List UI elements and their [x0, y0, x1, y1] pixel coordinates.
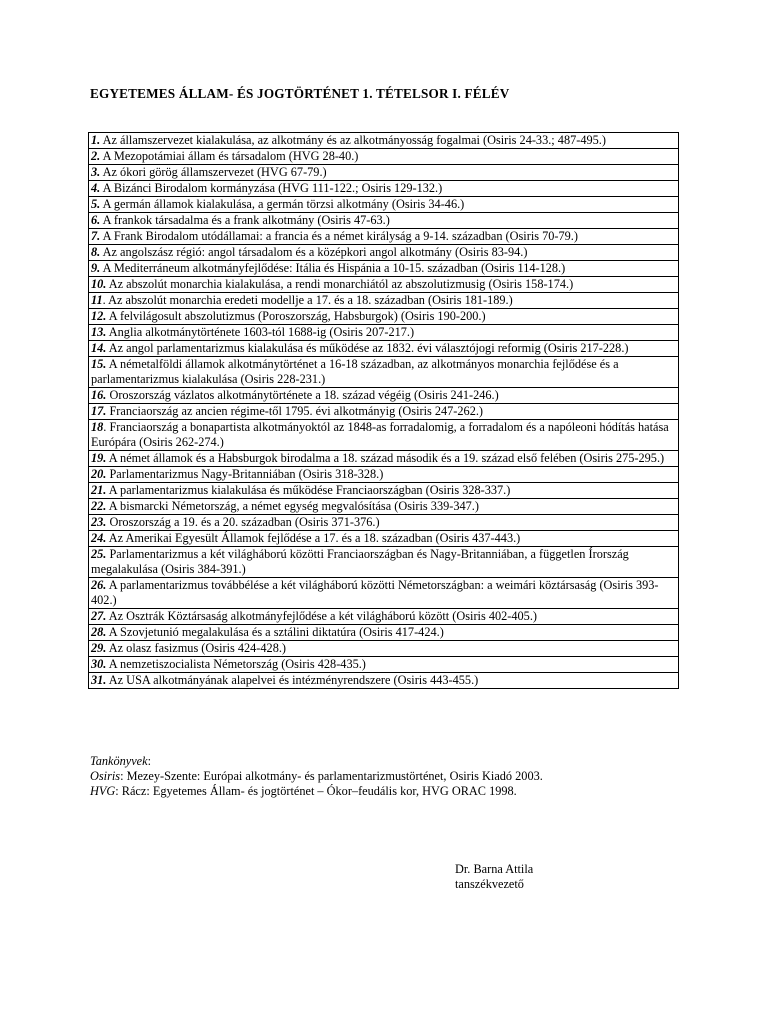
topic-text: Az olasz fasizmus (Osiris 424-428.) [106, 641, 287, 655]
topic-text: Az angol parlamentarizmus kialakulása és működése az 1832. évi választójogi reformig (Osiris 217-228.) [106, 341, 629, 355]
signature-name: Dr. Barna Attila [455, 862, 534, 876]
topic-text: Az angolszász régió: angol társadalom és a középkori angol alkotmány (Osiris 83-94.) [100, 245, 528, 259]
topic-text: Az Osztrák Köztársaság alkotmányfejlődése a két világháború között (Osiris 402-405.) [106, 609, 537, 623]
topic-cell [89, 229, 679, 245]
topic-cell [89, 261, 679, 277]
topic-text: A frankok társadalma és a frank alkotmány (Osiris 47-63.) [100, 213, 390, 227]
topic-cell [89, 133, 679, 149]
topic-text: Oroszország vázlatos alkotmánytörténete a 18. század végéig (Osiris 241-246.) [106, 388, 499, 402]
topic-cell [89, 404, 679, 420]
topic-text: Parlamentarizmus Nagy-Britanniában (Osiris 318-328.) [106, 467, 384, 481]
textbook-description: : Rácz: Egyetemes Állam- és jogtörténet – Ókor–feudális kor, HVG ORAC 1998. [115, 784, 517, 798]
topic-number: 16. [91, 388, 107, 402]
signature-block [455, 862, 533, 892]
topic-number: 23. [91, 515, 107, 529]
textbooks-heading-colon: : [147, 754, 152, 768]
topic-number: 28. [91, 625, 107, 639]
topic-text: Parlamentarizmus a két világháború közötti Franciaországban és Nagy-Britanniában, a független Írország megalakulása (Osiris 384-391.) [91, 547, 629, 576]
topic-row [89, 149, 679, 165]
topic-row [89, 213, 679, 229]
topic-row [89, 165, 679, 181]
textbook-abbreviation: Osiris [90, 769, 121, 783]
topics-table-body [89, 133, 679, 689]
topics-table [88, 132, 679, 689]
topic-cell [89, 625, 679, 641]
topic-row [89, 277, 679, 293]
topic-cell [89, 483, 679, 499]
topic-text: A Mezopotámiai állam és társadalom (HVG 28-40.) [100, 149, 359, 163]
topic-number: 3. [91, 165, 101, 179]
topic-number: 12. [91, 309, 107, 323]
topic-cell [89, 341, 679, 357]
topic-number: 11 [91, 293, 103, 307]
topic-cell [89, 673, 679, 689]
topic-text: A bismarcki Németország, a német egység megvalósítása (Osiris 339-347.) [106, 499, 479, 513]
topic-number: 25. [91, 547, 107, 561]
topic-number: 26. [91, 578, 107, 592]
topic-number: 7. [91, 229, 101, 243]
signature-role: tanszékvezető [455, 877, 524, 891]
topic-cell [89, 499, 679, 515]
topic-text: A Mediterráneum alkotmányfejlődése: Itália és Hispánia a 10-15. században (Osiris 114-128.) [100, 261, 566, 275]
topic-row [89, 673, 679, 689]
topic-cell [89, 277, 679, 293]
topic-number: 2. [91, 149, 101, 163]
topic-row [89, 420, 679, 451]
topic-number: 5. [91, 197, 101, 211]
topic-number: 24. [91, 531, 107, 545]
topic-row [89, 197, 679, 213]
topic-row [89, 625, 679, 641]
topic-text: A parlamentarizmus kialakulása és működése Franciaországban (Osiris 328-337.) [106, 483, 511, 497]
topic-number: 9. [91, 261, 101, 275]
topic-text: A felvilágosult abszolutizmus (Poroszország, Habsburgok) (Osiris 190-200.) [106, 309, 486, 323]
topic-cell [89, 165, 679, 181]
topic-number: 18 [91, 420, 104, 434]
topic-cell [89, 420, 679, 451]
topic-cell [89, 515, 679, 531]
topic-text: A nemzetiszocialista Németország (Osiris 428-435.) [106, 657, 366, 671]
topic-cell [89, 245, 679, 261]
topic-number: 4. [91, 181, 101, 195]
topic-text: Az ókori görög államszervezet (HVG 67-79.) [100, 165, 327, 179]
topic-number: 21. [91, 483, 107, 497]
page-title: EGYETEMES ÁLLAM- ÉS JOGTÖRTÉNET 1. TÉTELSOR I. FÉLÉV [90, 86, 510, 101]
topic-number: 8. [91, 245, 101, 259]
topic-text: A germán államok kialakulása, a germán törzsi alkotmány (Osiris 34-46.) [100, 197, 465, 211]
topic-text: Az abszolút monarchia kialakulása, a rendi monarchiától az abszolutizmusig (Osiris 158-174.) [106, 277, 574, 291]
topic-number: 14. [91, 341, 107, 355]
topic-number: 29. [91, 641, 107, 655]
topic-cell [89, 609, 679, 625]
topic-row [89, 451, 679, 467]
textbook-description: : Mezey-Szente: Európai alkotmány- és parlamentarizmustörténet, Osiris Kiadó 2003. [120, 769, 543, 783]
topic-text: . Franciaország a bonapartista alkotmányoktól az 1848-as forradalomig, a forradalom és a napóleoni hódítás hatása Európára (Osiris 262-274.) [91, 420, 669, 449]
topic-row [89, 641, 679, 657]
topic-number: 20. [91, 467, 107, 481]
topic-row [89, 483, 679, 499]
topic-number: 10. [91, 277, 107, 291]
topic-row [89, 245, 679, 261]
topic-row [89, 357, 679, 388]
topic-number: 15. [91, 357, 107, 371]
topic-row [89, 325, 679, 341]
topic-row [89, 293, 679, 309]
topic-row [89, 499, 679, 515]
topic-row [89, 261, 679, 277]
topic-cell [89, 357, 679, 388]
topic-cell [89, 451, 679, 467]
topic-row [89, 133, 679, 149]
topic-cell [89, 388, 679, 404]
topic-text: A Szovjetunió megalakulása és a sztálini diktatúra (Osiris 417-424.) [106, 625, 444, 639]
topic-row [89, 388, 679, 404]
topic-text: A Bizánci Birodalom kormányzása (HVG 111-122.; Osiris 129-132.) [100, 181, 443, 195]
textbooks-heading: Tankönyvek [90, 754, 148, 768]
topic-number: 19. [91, 451, 107, 465]
topic-row [89, 229, 679, 245]
topic-row [89, 341, 679, 357]
topic-cell [89, 149, 679, 165]
topic-row [89, 467, 679, 483]
topic-text: A németalföldi államok alkotmánytörténet a 16-18 században, az alkotmányos monarchia fejlődése és a parlamentarizmus kialakulása (Osiris 228-231.) [91, 357, 619, 386]
textbook-entry-hvg [90, 784, 543, 799]
topic-cell [89, 181, 679, 197]
topic-text: Anglia alkotmánytörténete 1603-tól 1688-ig (Osiris 207-217.) [106, 325, 415, 339]
topic-text: A német államok és a Habsburgok birodalma a 18. század második és a 19. század első felében (Osiris 275-295.) [106, 451, 665, 465]
textbook-entry-osiris [90, 769, 543, 784]
topic-text: Az államszervezet kialakulása, az alkotmány és az alkotmányosság fogalmai (Osiris 24-33.; 487-495.) [100, 133, 606, 147]
topic-row [89, 657, 679, 673]
topic-number: 22. [91, 499, 107, 513]
topic-cell [89, 657, 679, 673]
topic-number: 30. [91, 657, 107, 671]
topic-row [89, 531, 679, 547]
topic-row [89, 515, 679, 531]
topic-number: 13. [91, 325, 107, 339]
topic-cell [89, 325, 679, 341]
topic-text: Franciaország az ancien régime-től 1795. évi alkotmányig (Osiris 247-262.) [106, 404, 484, 418]
textbook-abbreviation: HVG [90, 784, 116, 798]
topic-cell [89, 578, 679, 609]
topic-row [89, 547, 679, 578]
topic-number: 1. [91, 133, 101, 147]
topic-row [89, 181, 679, 197]
topic-row [89, 404, 679, 420]
textbooks-heading-line [90, 754, 543, 769]
topic-text: A Frank Birodalom utódállamai: a francia és a német királyság a 9-14. században (Osiris 70-79.) [100, 229, 578, 243]
topic-text: Az USA alkotmányának alapelvei és intézményrendszere (Osiris 443-455.) [106, 673, 479, 687]
topic-cell [89, 309, 679, 325]
topic-cell [89, 197, 679, 213]
topic-cell [89, 547, 679, 578]
topic-cell [89, 531, 679, 547]
topic-row [89, 309, 679, 325]
topic-number: 27. [91, 609, 107, 623]
topic-number: 31. [91, 673, 107, 687]
textbooks-section [90, 754, 543, 799]
topic-row [89, 609, 679, 625]
topic-row [89, 578, 679, 609]
topic-cell [89, 293, 679, 309]
topic-text: A parlamentarizmus továbbélése a két világháború közötti Németországban: a weimári köztársaság (Osiris 393-402.) [91, 578, 659, 607]
topic-number: 6. [91, 213, 101, 227]
topic-text: Oroszország a 19. és a 20. században (Osiris 371-376.) [106, 515, 380, 529]
topic-text: . Az abszolút monarchia eredeti modellje a 17. és a 18. században (Osiris 181-189.) [102, 293, 513, 307]
topic-number: 17. [91, 404, 107, 418]
topic-cell [89, 213, 679, 229]
topic-text: Az Amerikai Egyesült Államok fejlődése a 17. és a 18. században (Osiris 437-443.) [106, 531, 521, 545]
topic-cell [89, 467, 679, 483]
topic-cell [89, 641, 679, 657]
